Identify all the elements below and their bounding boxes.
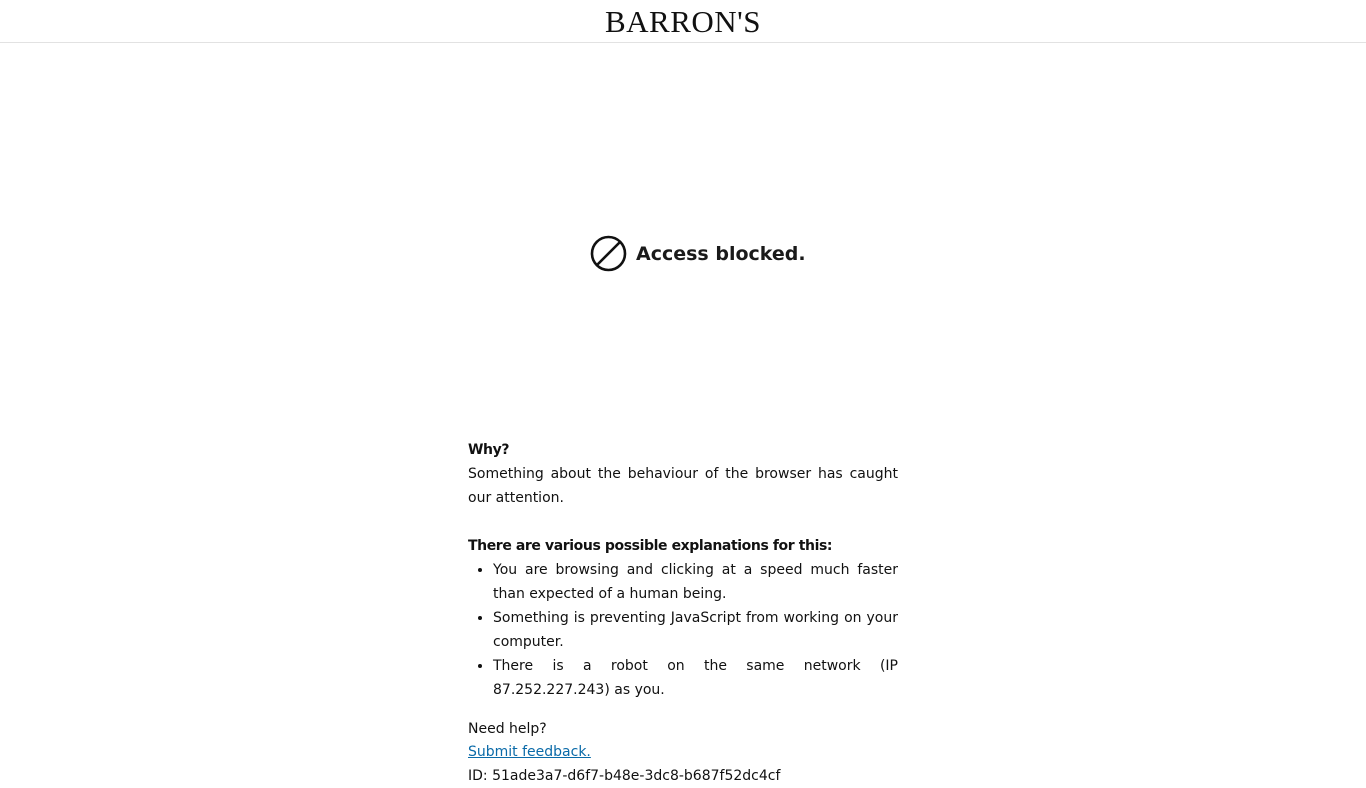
access-blocked-title: Access blocked.	[636, 242, 806, 265]
explanation-item: • There is a robot on the same network (IP 87.252.227.243) as you.	[493, 654, 898, 702]
explanations-list	[468, 558, 898, 702]
why-heading: Why?	[468, 442, 510, 458]
block-id: ID: 51ade3a7-d6f7-b48e-3dc8-b687f52dc4cf	[468, 768, 781, 784]
submit-feedback-link[interactable]: Submit feedback.	[468, 744, 591, 760]
barrons-logo[interactable]: BARRON'S	[604, 4, 762, 39]
explanation-item: • Something is preventing JavaScript from working on your computer.	[493, 606, 898, 654]
help-label: Need help?	[468, 721, 547, 737]
block-explanation	[468, 438, 898, 788]
why-text: Something about the behaviour of the browser has caught our attention.	[468, 466, 898, 506]
site-header	[0, 0, 1366, 43]
section-spacer	[468, 510, 898, 534]
feedback-row	[468, 740, 898, 764]
explanation-item: • You are browsing and clicking at a speed much faster than expected of a human being.	[493, 558, 898, 606]
access-blocked-banner	[590, 235, 806, 272]
explanations-heading: There are various possible explanations for this:	[468, 538, 833, 554]
blocked-icon	[590, 235, 627, 272]
